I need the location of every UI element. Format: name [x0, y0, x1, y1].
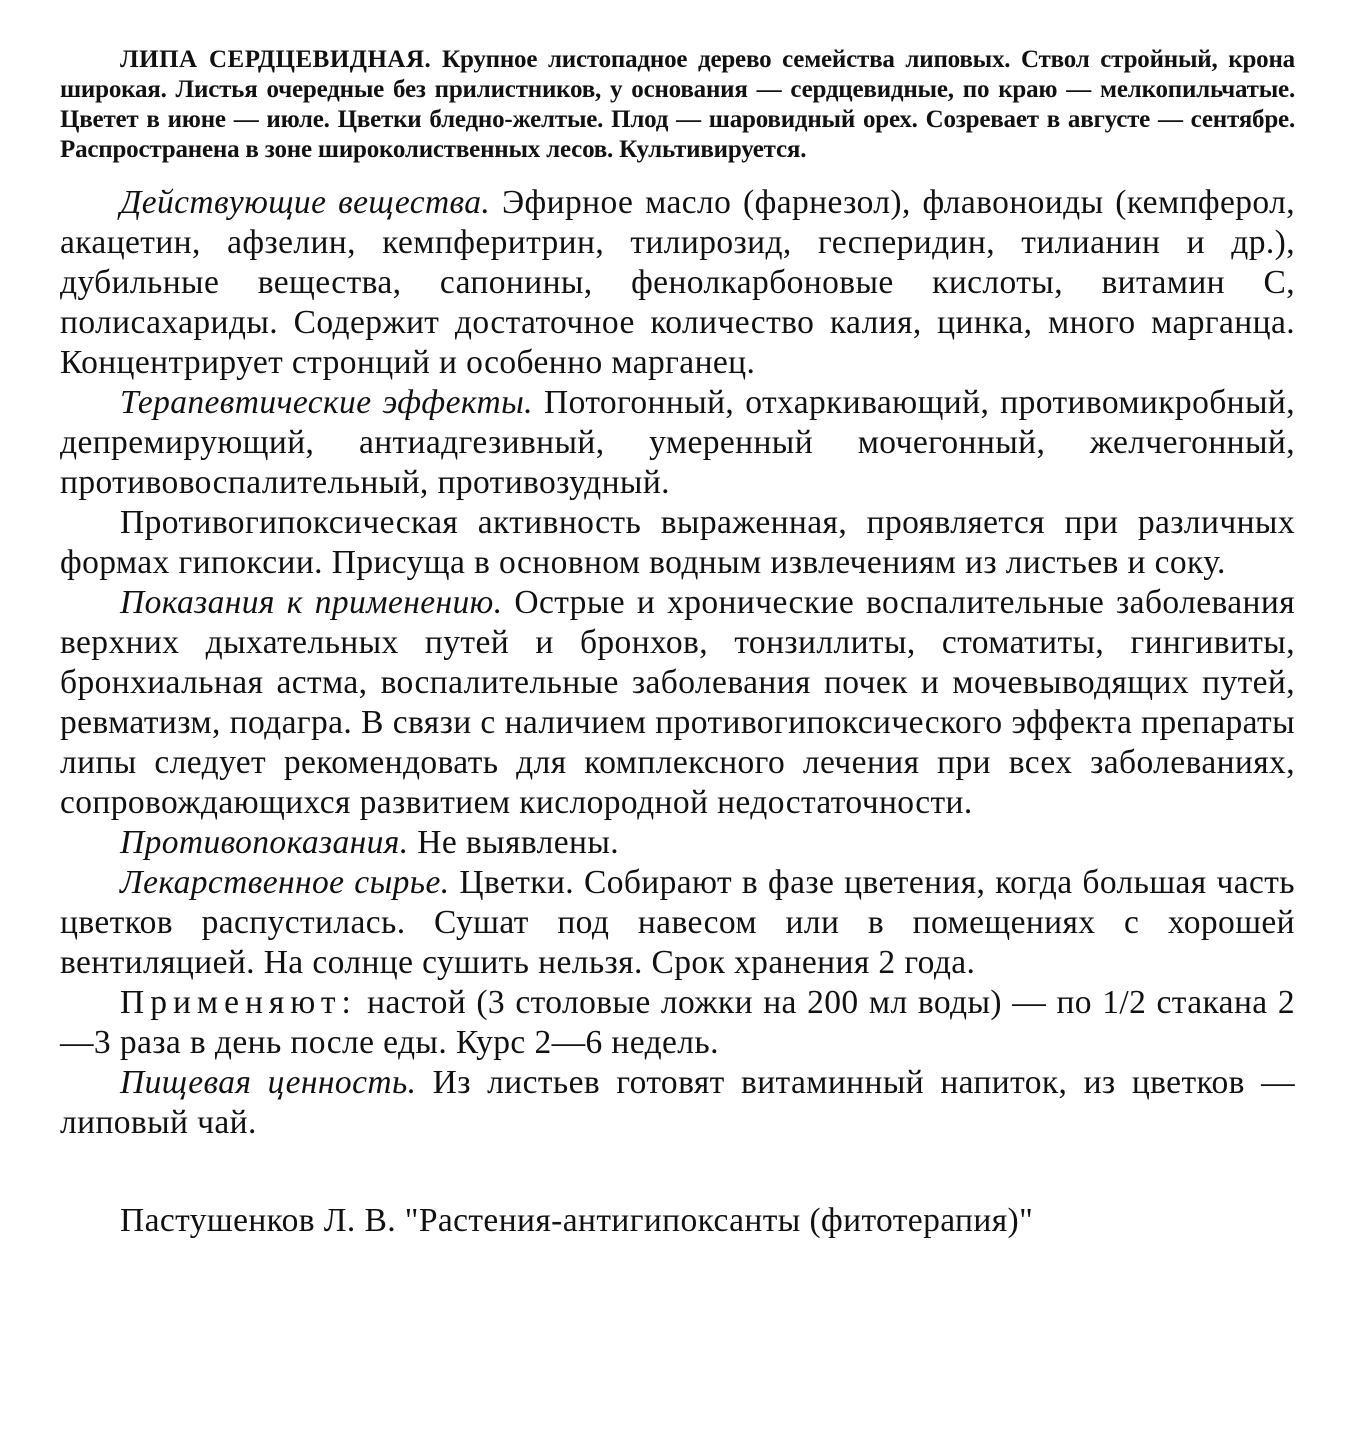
section-heading: Применяют: — [120, 984, 357, 1021]
section-therapeutic-effects — [60, 383, 1295, 503]
section-application — [60, 983, 1295, 1063]
section-text: Потогонный, отхаркивающий, противомикробный, депремирующий, антиадгезивный, умеренный мочегонный, желчегонный, противовоспалительный, противозудный. — [60, 384, 1296, 501]
section-indications — [60, 583, 1295, 823]
section-contraindications — [60, 823, 1295, 863]
section-heading: Показания к применению. — [120, 584, 503, 621]
section-text: Противогипоксическая активность выраженная, проявляется при различных формах гипоксии. Присуща в основном водным извлечениям из листьев и соку. — [60, 504, 1295, 581]
section-heading: Противопоказания. — [120, 824, 409, 861]
section-text: Цветки. Собирают в фазе цветения, когда большая часть цветков распустилась. Сушат под навесом или в помещениях с хорошей вентиляцией. На солнце сушить нельзя. Срок хранения 2 года. — [60, 864, 1295, 981]
section-raw-material — [60, 863, 1295, 983]
section-text: настой (3 столовые ложки на 200 мл воды) — по 1/2 стакана 2—3 раза в день после еды. Курс 2—6 недель. — [60, 984, 1295, 1061]
section-text: Эфирное масло (фарнезол), флавоноиды (кемпферол, акацетин, афзелин, кемпферитрин, тилирозид, гесперидин, тилианин и др.), дубильные вещества, сапонины, фенолкарбоновые кислоты, витамин С, полисахариды. Содержит достаточное количество калия, цинка, много марганца. Концентрирует стронций и особенно марганец. — [60, 184, 1296, 381]
section-text: Острые и хронические воспалительные заболевания верхних дыхательных путей и бронхов, тонзиллиты, стоматиты, гингивиты, бронхиальная астма, воспалительные заболевания почек и мочевыводящих путей, ревматизм, подагра. В связи с наличием противогипоксического эффекта препараты липы следует рекомендовать для комплексного лечения при всех заболеваниях, сопровождающихся развитием кислородной недостаточности. — [60, 584, 1296, 821]
section-active-substances — [60, 183, 1295, 383]
source-citation: Пастушенков Л. В. "Растения-антигипоксанты (фитотерапия)" — [120, 1202, 1034, 1239]
section-nutritional-value — [60, 1063, 1295, 1143]
section-heading: Пищевая ценность. — [120, 1064, 417, 1101]
plant-description: Крупное листопадное дерево семейства липовых. Ствол стройный, крона широкая. Листья очередные без прилистников, у основания — сердцевидные, по краю — мелкопильчатые. Цветет в июне — июле. Цветки бледно-желтые. Плод — шаровидный орех. Созревает в августе — сентябре. Распространена в зоне широколиственных лесов. Культивируется. — [60, 46, 1295, 163]
section-text: Не выявлены. — [417, 824, 620, 861]
section-heading: Лекарственное сырье. — [120, 864, 450, 901]
section-heading: Действующие вещества. — [120, 184, 491, 221]
intro-paragraph — [60, 45, 1295, 165]
section-heading: Терапевтические эффекты. — [120, 384, 533, 421]
section-antihypoxic-activity — [60, 503, 1295, 583]
plant-title: ЛИПА СЕРДЦЕВИДНАЯ. — [120, 46, 432, 73]
section-text: Из листьев готовят витаминный напиток, из цветков — липовый чай. — [60, 1064, 1295, 1141]
